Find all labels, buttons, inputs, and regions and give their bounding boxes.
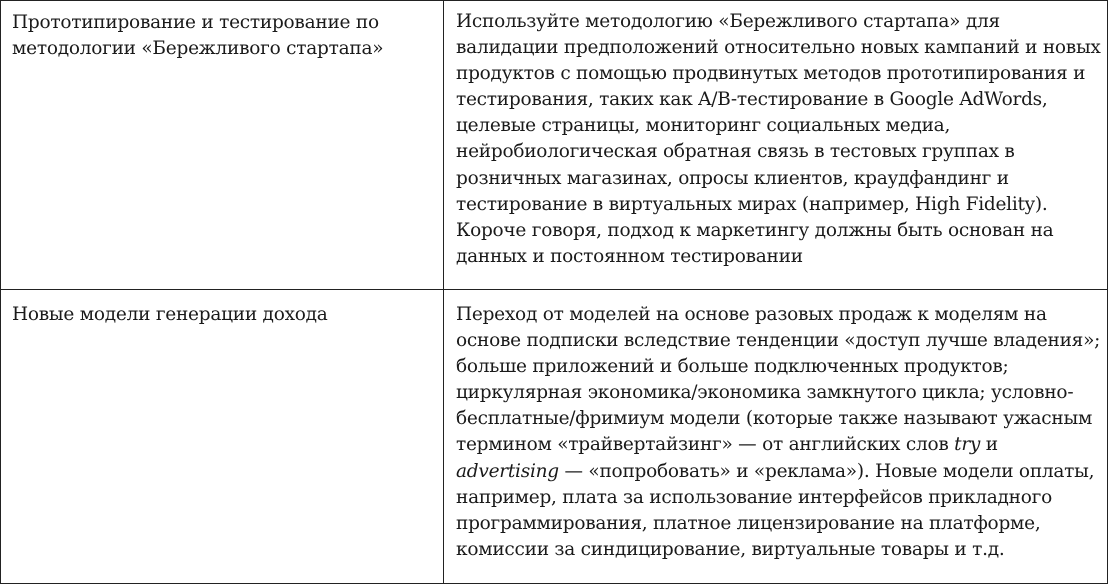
description-segment: Переход от моделей на основе разовых продаж к моделям на основе подписки вследствие тенденции «доступ лучше владения»; больше приложений и больше подключенных продуктов; циркулярная экономика/экономика замкнутого цикла; условно-бесплатные/фримиум модели (которые также называют ужасным термином «трайвертайзинг» — от английских слов	[456, 304, 1101, 456]
description-text	[456, 302, 1101, 563]
term-text: Прототипирование и тестирование по методологии «Бережливого стартапа»	[12, 12, 384, 60]
description-italic-term: advertising	[456, 460, 559, 482]
description-segment: и	[980, 434, 998, 456]
description-cell	[444, 290, 1108, 584]
description-segment: — «попробовать» и «реклама»). Новые модели оплаты, например, плата за использование интерфейсов прикладного программирования, платное лицензирование на платформе, комиссии за синдицирование, виртуальные товары и т.д.	[456, 460, 1095, 560]
description-text: Используйте методологию «Бережливого стартапа» для валидации предположений относительно новых кампаний и новых продуктов с помощью продвинутых методов прототипирования и тестирования, таких как A/B-тестирование в Google AdWords, целевые страницы, мониторинг социальных медиа, нейробиологическая обратная связь в тестовых группах в розничных магазинах, опросы клиентов, краудфандинг и тестирование в виртуальных мирах (например, High Fidelity). Короче говоря, подход к маркетингу должны быть основан на данных и постоянном тестировании	[456, 11, 1101, 267]
term-cell	[1, 1, 444, 290]
description-italic-term: try	[954, 434, 981, 456]
table-row	[1, 1, 1108, 290]
term-cell	[1, 290, 444, 584]
term-text: Новые модели генерации дохода	[12, 304, 328, 325]
table-row	[1, 290, 1108, 584]
description-cell	[444, 1, 1108, 290]
